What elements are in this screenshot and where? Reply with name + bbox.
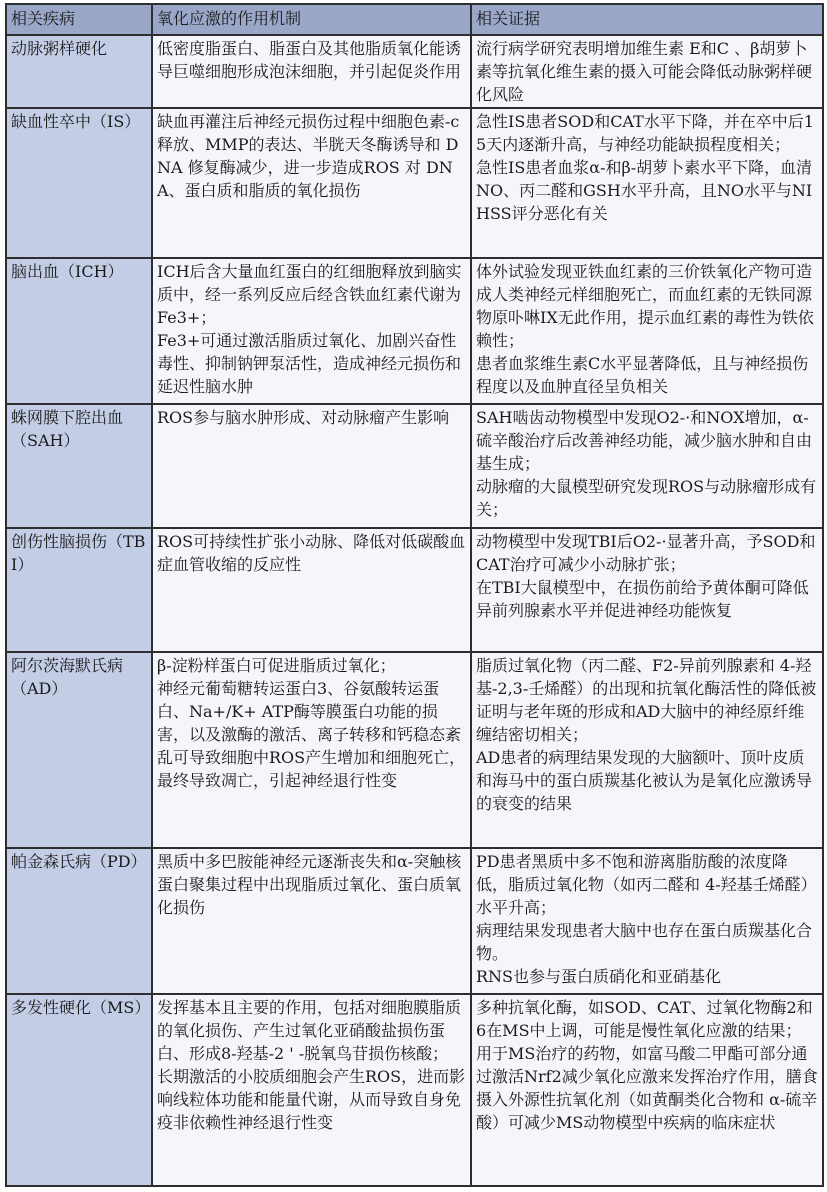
evidence-text: 急性IS患者血浆α-和β-胡萝卜素水平下降，血清NO、丙二醛和GSH水平升高，且NO水平与NIHSS评分恶化有关 — [476, 158, 813, 223]
evidence-text: 动物模型中发现TBI后O2-·显著升高，予SOD和CAT治疗可减少小动脉扩张； — [476, 532, 816, 574]
header-evidence: 相关证据 — [471, 4, 823, 35]
evidence-text: AD患者的病理结果发现的大脑额叶、顶叶皮质和海马中的蛋白质羰基化被认为是氧化应激诱导的衰变的结果 — [476, 748, 813, 813]
mechanism-text: ICH后含大量血红蛋白的红细胞释放到脑实质中，经一系列反应后经含铁血红素代谢为Fe3+； — [157, 262, 462, 327]
evidence-text: 动脉瘤的大鼠模型研究发现ROS与动脉瘤形成有关； — [476, 477, 817, 519]
evidence-text: 急性IS患者SOD和CAT水平下降，并在卒中后15天内逐渐升高，与神经功能缺损程度相关； — [476, 112, 814, 154]
header-row — [6, 4, 823, 35]
evidence-cell — [471, 404, 823, 528]
evidence-cell — [471, 848, 823, 994]
disease-cell: 帕金森氏病（PD） — [6, 848, 152, 994]
mechanism-text: 黑质中多巴胺能神经元逐渐丧失和α-突触核蛋白聚集过程中出现脂质过氧化、蛋白质氧化损伤 — [157, 852, 462, 917]
disease-cell: 蛛网膜下腔出血（SAH） — [6, 404, 152, 528]
evidence-text: 病理结果发现患者大脑中也存在蛋白质羰基化合物。 — [476, 921, 813, 963]
mechanism-cell — [152, 652, 471, 848]
evidence-text: RNS也参与蛋白质硝化和亚硝基化 — [476, 967, 722, 986]
table-row — [6, 652, 823, 848]
header-mechanism: 氧化应激的作用机制 — [152, 4, 471, 35]
mechanism-cell — [152, 404, 471, 528]
evidence-text: 多种抗氧化酶，如SOD、CAT、过氧化物酶2和6在MS中上调，可能是慢性氧化应激的结果； — [476, 998, 813, 1040]
evidence-text: 体外试验发现亚铁血红素的三价铁氧化产物可造成人类神经元样细胞死亡，而血红素的无铁同源物原卟啉IX无此作用，提示血红素的毒性为铁依赖性； — [476, 262, 814, 350]
table-row — [6, 35, 823, 108]
evidence-text: 患者血浆维生素C水平显著降低，且与神经损伤程度以及血肿直径呈负相关 — [476, 354, 809, 396]
mechanism-text: Fe3+可通过激活脂质过氧化、加剧兴奋性毒性、抑制钠钾泵活性，造成神经元损伤和延迟性脑水肿 — [157, 331, 462, 396]
mechanism-text: ROS参与脑水肿形成、对动脉瘤产生影响 — [157, 408, 450, 427]
mechanism-text: ROS可持续性扩张小动脉、降低对低碳酸血症血管收缩的反应性 — [157, 532, 466, 574]
disease-cell: 阿尔茨海默氏病（AD） — [6, 652, 152, 848]
evidence-text: 流行病学研究表明增加维生素 E和C 、β胡萝卜素等抗氧化维生素的摄入可能会降低动脉粥样硬化风险 — [476, 39, 813, 104]
mechanism-text: 长期激活的小胶质细胞会产生ROS，进而影响线粒体功能和能量代谢，从而导致自身免疫非依赖性神经退行性变 — [157, 1067, 466, 1132]
disease-oxidative-stress-table — [5, 3, 824, 1187]
evidence-text: PD患者黑质中多不饱和游离脂肪酸的浓度降低，脂质过氧化物（如丙二醛和 4-羟基壬烯醛）水平升高； — [476, 852, 817, 917]
disease-cell: 缺血性卒中（IS） — [6, 108, 152, 258]
evidence-cell — [471, 528, 823, 652]
disease-cell: 多发性硬化（MS） — [6, 994, 152, 1186]
evidence-cell — [471, 258, 823, 404]
table-row — [6, 848, 823, 994]
evidence-cell — [471, 108, 823, 258]
mechanism-text: β-淀粉样蛋白可促进脂质过氧化； — [157, 656, 396, 675]
mechanism-cell — [152, 258, 471, 404]
evidence-text: 用于MS治疗的药物，如富马酸二甲酯可部分通过激活Nrf2减少氧化应激来发挥治疗作用，膳食摄入外源性抗氧化剂（如黄酮类化合物和 α-硫辛酸）可减少MS动物模型中疾病的临床症状 — [476, 1044, 818, 1132]
mechanism-text: 发挥基本且主要的作用，包括对细胞膜脂质的氧化损伤、产生过氧化亚硝酸盐损伤蛋白、形成8-羟基-2 ' -脱氧鸟苷损伤核酸； — [157, 998, 462, 1063]
mechanism-cell — [152, 108, 471, 258]
evidence-cell — [471, 35, 823, 108]
mechanism-text: 神经元葡萄糖转运蛋白3、谷氨酸转运蛋白、Na+/K+ ATP酶等膜蛋白功能的损害，以及激酶的激活、离子转移和钙稳态紊乱可导致细胞中ROS产生增加和细胞死亡，最终导致凋亡，引起神经退行性变 — [157, 679, 466, 790]
disease-cell: 动脉粥样硬化 — [6, 35, 152, 108]
evidence-text: SAH啮齿动物模型中发现O2-·和NOX增加，α-硫辛酸治疗后改善神经功能，减少脑水肿和自由基生成； — [476, 408, 813, 473]
evidence-cell — [471, 652, 823, 848]
evidence-text: 脂质过氧化物（丙二醛、F2-异前列腺素和 4-羟基-2,3-壬烯醛）的出现和抗氧化酶活性的降低被证明与老年斑的形成和AD大脑中的神经原纤维缠结密切相关； — [476, 656, 817, 744]
table-row — [6, 258, 823, 404]
mechanism-cell — [152, 35, 471, 108]
mechanism-cell — [152, 994, 471, 1186]
comparison-table-wrapper — [5, 3, 822, 1189]
evidence-text: 在TBI大鼠模型中，在损伤前给予黄体酮可降低异前列腺素水平并促进神经功能恢复 — [476, 578, 809, 620]
disease-cell: 创伤性脑损伤（TBI） — [6, 528, 152, 652]
header-disease: 相关疾病 — [6, 4, 152, 35]
table-row — [6, 528, 823, 652]
mechanism-text: 低密度脂蛋白、脂蛋白及其他脂质氧化能诱导巨噬细胞形成泡沫细胞，并引起促炎作用 — [157, 39, 462, 81]
evidence-cell — [471, 994, 823, 1186]
mechanism-cell — [152, 848, 471, 994]
table-row — [6, 994, 823, 1186]
table-row — [6, 404, 823, 528]
disease-cell: 脑出血（ICH） — [6, 258, 152, 404]
table-row — [6, 108, 823, 258]
mechanism-cell — [152, 528, 471, 652]
mechanism-text: 缺血再灌注后神经元损伤过程中细胞色素-c 释放、MMP的表达、半胱天冬酶诱导和 DNA 修复酶减少，进一步造成ROS 对 DNA、蛋白质和脂质的氧化损伤 — [157, 112, 460, 200]
